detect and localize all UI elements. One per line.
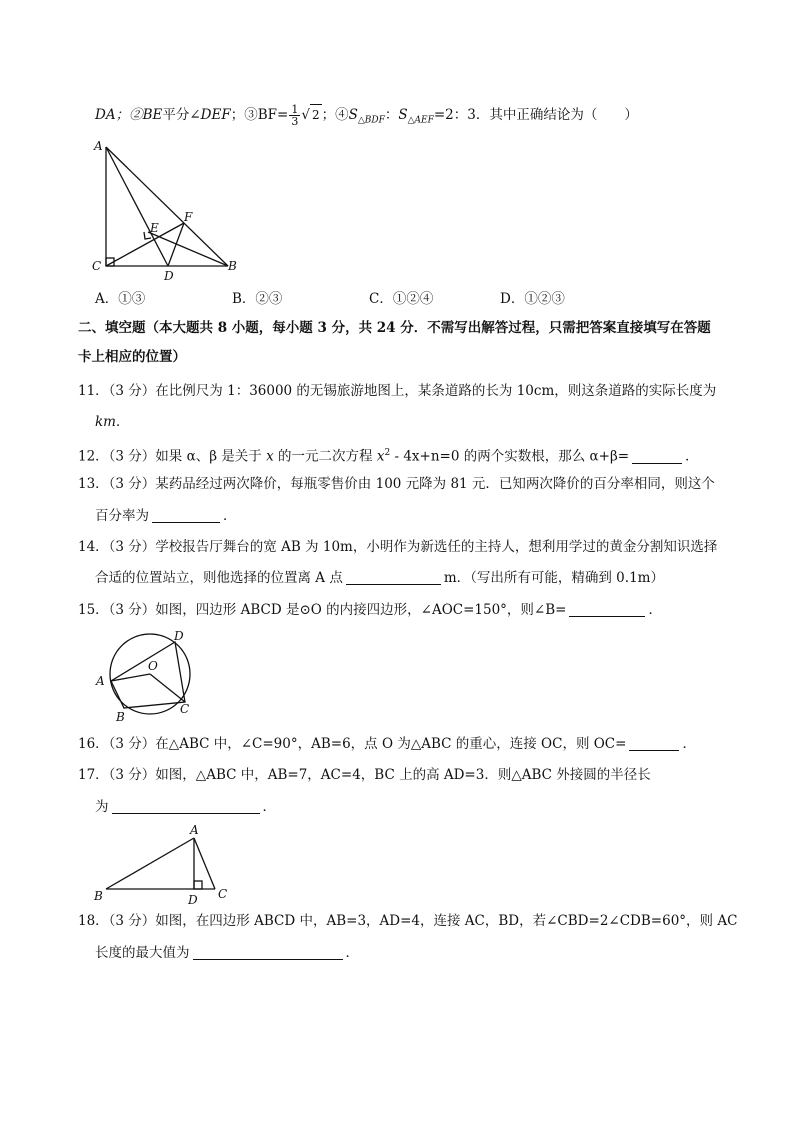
q12-x2: x [376, 448, 385, 465]
q10-label-a: A [94, 139, 103, 153]
q10-seg-df [168, 223, 184, 266]
q10-option-b[interactable]: B．②③ [232, 291, 283, 307]
q15-label-b: B [116, 710, 125, 724]
q10-label-c: C [92, 259, 102, 273]
q10-text-sep1: ；③ [230, 107, 258, 123]
q15-label-a: A [96, 674, 105, 688]
q10-label-f: F [184, 210, 193, 224]
q17-seg-ab [106, 838, 194, 889]
q12-eq: - 4x+n=0 的两个实数根，那么 α+β= [390, 448, 630, 465]
q11-unit: km [95, 414, 116, 430]
q12-pre: 12．（3 分）如果 α、β 是关于 [78, 448, 267, 465]
q15-label-o: O [148, 659, 158, 673]
q16-line [78, 734, 696, 754]
q13-answer-blank[interactable] [152, 508, 220, 523]
q18-answer-blank[interactable] [193, 945, 343, 960]
q11-line1: 11．（3 分）在比例尺为 1：36000 的无锡旅游地图上，某条道路的长为 10cm，则这条道路的实际长度为 [78, 383, 717, 399]
q10-text-colon: ： [384, 107, 399, 123]
q10-seg-ab [106, 147, 228, 266]
q10-sqrt-symbol: √ [301, 107, 310, 123]
q12-exp: 2 [384, 448, 391, 458]
q10-text-da: DA；② [95, 107, 143, 123]
q10-statement-line [95, 104, 638, 131]
q10-label-e: E [150, 221, 159, 235]
q10-text-sub1: △BDF [357, 115, 385, 126]
q13-line2 [95, 506, 237, 526]
q12-answer-blank[interactable] [632, 449, 682, 464]
q10-text-be: BE [142, 107, 163, 123]
q10-seg-eb [148, 232, 228, 266]
q17-label-d: D [188, 893, 198, 907]
q15-end: ． [648, 602, 662, 618]
q15-circle-figure [90, 626, 200, 726]
q10-option-c[interactable]: C．①②④ [369, 291, 434, 307]
q10-frac-num: 1 [291, 103, 299, 116]
q10-label-d: D [164, 269, 174, 283]
q14-answer-blank[interactable] [346, 570, 441, 585]
q10-seg-ad [106, 147, 168, 266]
q16-answer-blank[interactable] [629, 736, 679, 751]
q10-text-bisect: 平分∠ [162, 107, 201, 123]
q10-label-b: B [228, 259, 237, 273]
q11-line2 [95, 412, 129, 432]
q17-line2-text: 为 [95, 799, 109, 815]
q13-line1: 13．（3 分）某药品经过两次降价，每瓶零售价由 100 元降为 81 元．已知两次降价的百分率相同，则这个 [78, 476, 715, 492]
q14-line1: 14．（3 分）学校报告厅舞台的宽 AB 为 10m，小明作为新选任的主持人，想利用学过的黄金分割知识选择 [78, 539, 718, 555]
q10-text-ratio: =2：3．其中正确结论为（ ） [433, 107, 638, 123]
q17-triangle-figure [90, 822, 240, 907]
q15-answer-blank[interactable] [569, 602, 645, 617]
q13-line2-text: 百分率为 [95, 508, 149, 524]
section2-heading-line2: 卡上相应的位置） [78, 349, 186, 365]
q17-label-c: C [218, 887, 228, 901]
q11-end: ． [115, 414, 130, 430]
q12-line [78, 443, 699, 467]
q10-triangle-figure [88, 135, 248, 285]
q18-line2-text: 长度的最大值为 [95, 945, 190, 961]
q10-text-sub2: △AEF [407, 115, 434, 126]
q16-end: ． [682, 736, 696, 752]
q12-mid: 的一元二次方程 [273, 448, 377, 465]
q18-line2 [95, 943, 359, 963]
q10-fraction [289, 104, 300, 127]
q12-x: x [266, 448, 274, 465]
q15-line [78, 600, 662, 620]
q10-sqrt-value: 2 [310, 104, 322, 125]
q14-line2-post: m．（写出所有可能，精确到 0.1m） [443, 570, 664, 586]
q10-text-sep2: ；④ [321, 107, 349, 123]
q14-line2 [95, 568, 664, 588]
q10-text-s1: S [348, 107, 358, 123]
q17-line1: 17．（3 分）如图，△ABC 中，AB=7，AC=4，BC 上的高 AD=3．则△ABC 外接圆的半径长 [78, 767, 651, 783]
q10-text-s2: S [398, 107, 408, 123]
q17-end: ． [262, 799, 276, 815]
q15-label-d: D [174, 629, 184, 643]
q17-label-a: A [190, 823, 199, 837]
q17-right-angle-d [194, 881, 202, 889]
q17-line2 [95, 797, 276, 817]
q10-option-d[interactable]: D．①②③ [500, 291, 565, 307]
q14-line2-pre: 合适的位置站立，则他选择的位置离 A 点 [95, 570, 343, 586]
section2-heading-line1: 二、填空题（本大题共 8 小题，每小题 3 分，共 24 分．不需写出解答过程，只需把答案直接填写在答题 [78, 320, 711, 336]
q15-seg-oc [150, 674, 185, 702]
q13-end: ． [223, 508, 237, 524]
q18-end: ． [345, 945, 359, 961]
q10-seg-cf [106, 223, 184, 266]
q10-frac-den: 3 [291, 115, 299, 128]
q10-option-a[interactable]: A．①③ [95, 291, 146, 307]
q18-line1: 18．（3 分）如图，在四边形 ABCD 中，AB=3，AD=4，连接 AC，BD，若∠CBD=2∠CDB=60°，则 AC [78, 913, 738, 929]
q15-text: 15．（3 分）如图，四边形 ABCD 是⊙O 的内接四边形，∠AOC=150°，则∠B= [78, 602, 567, 618]
q17-label-b: B [94, 889, 103, 903]
q17-answer-blank[interactable] [112, 799, 260, 814]
q12-end: ． [685, 448, 699, 465]
q10-text-def: DEF [200, 107, 231, 123]
q10-text-bf: BF= [257, 107, 289, 123]
q15-label-c: C [180, 702, 190, 716]
q16-text: 16．（3 分）在△ABC 中，∠C=90°，AB=6，点 O 为△ABC 的重心，连接 OC，则 OC= [78, 736, 627, 752]
